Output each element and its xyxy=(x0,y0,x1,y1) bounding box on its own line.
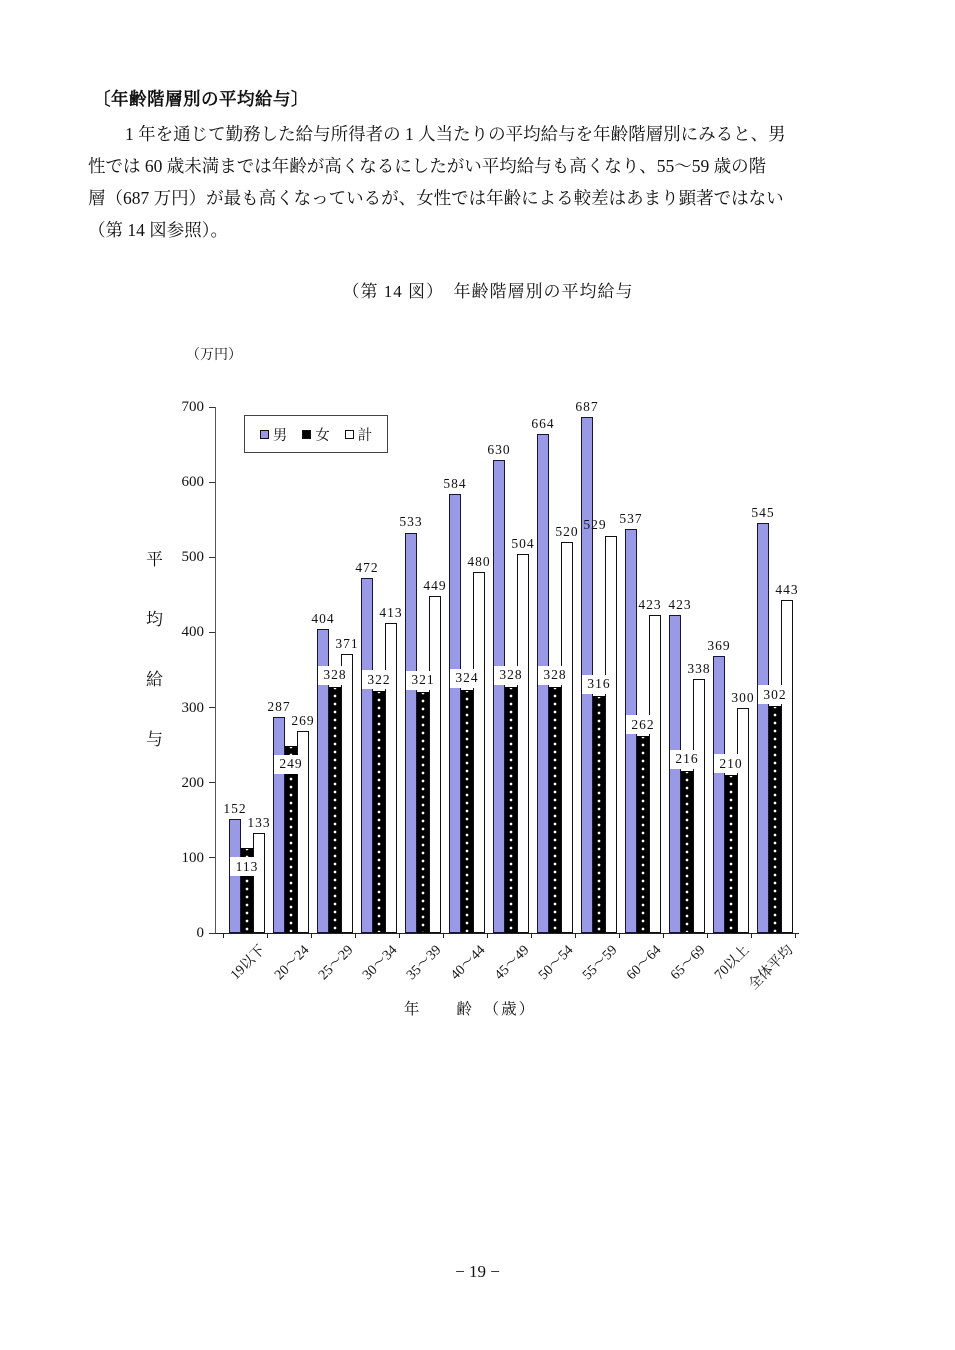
bar-women xyxy=(461,690,473,933)
bar-total xyxy=(737,708,749,933)
bar-label-total: 520 xyxy=(555,524,579,540)
y-axis-title-char: 平 xyxy=(146,550,163,569)
paragraph-line: （第 14 図参照）。 xyxy=(88,220,228,240)
bar-label-women: 322 xyxy=(362,670,396,689)
y-axis-tick-label: 600 xyxy=(181,474,204,491)
y-axis-tick xyxy=(209,482,215,483)
bar-total xyxy=(429,596,441,933)
x-axis-tick xyxy=(267,933,268,938)
x-axis-category-label-text: 35〜39 xyxy=(404,942,445,984)
bar-label-total: 300 xyxy=(731,689,755,705)
bar-men xyxy=(405,533,417,934)
y-axis-tick xyxy=(209,933,215,934)
bar-label-total: 338 xyxy=(687,661,711,677)
bar-total xyxy=(649,615,661,933)
legend xyxy=(244,415,388,453)
x-axis-category-label-text: 65〜69 xyxy=(668,942,709,984)
y-axis-unit-label: （万円） xyxy=(186,348,242,363)
bar-label-women: 210 xyxy=(714,754,748,773)
bar-label-total: 371 xyxy=(335,636,359,652)
x-axis-category-label-text: 50〜54 xyxy=(536,942,577,984)
bar-label-women: 328 xyxy=(494,666,528,685)
y-axis-tick xyxy=(209,632,215,633)
y-axis-tick-label: 300 xyxy=(181,699,204,716)
x-axis-tick xyxy=(751,933,752,938)
bar-women xyxy=(681,771,693,933)
y-axis-tick-label: 400 xyxy=(181,624,204,641)
x-axis-tick xyxy=(311,933,312,938)
paragraph-line: 性では 60 歳未満までは年齢が高くなるにしたがい平均給与も高くなり、55〜59 歳の階 xyxy=(88,156,767,176)
y-axis-title-char: 均 xyxy=(146,610,163,629)
bar-label-men: 664 xyxy=(531,416,555,432)
bar-men xyxy=(493,460,505,933)
bar-label-men: 287 xyxy=(267,699,291,715)
bar-women xyxy=(417,692,429,933)
x-axis-category-label-text: 30〜34 xyxy=(360,942,401,984)
bar-label-men: 687 xyxy=(575,398,599,414)
x-axis-category-label-text: 55〜59 xyxy=(580,942,621,984)
x-axis-category-label-text: 25〜29 xyxy=(316,942,357,984)
bar-men xyxy=(361,578,373,933)
bar-label-total: 504 xyxy=(511,536,535,552)
bar-label-women: 324 xyxy=(450,669,484,688)
x-axis-tick xyxy=(707,933,708,938)
bar-label-women: 113 xyxy=(230,857,264,876)
bar-label-men: 533 xyxy=(399,514,423,530)
bar-label-women: 321 xyxy=(406,671,440,690)
bar-label-women: 328 xyxy=(538,666,572,685)
x-axis-tick xyxy=(619,933,620,938)
x-axis-tick xyxy=(355,933,356,938)
bar-label-total: 443 xyxy=(775,582,799,598)
bar-total xyxy=(781,600,793,933)
bar-label-men: 545 xyxy=(751,505,775,521)
section-heading: 〔年齢階層別の平均給与〕 xyxy=(93,89,309,109)
paragraph-line: 1 年を通じて勤務した給与所得者の 1 人当たりの平均給与を年齢階層別にみると、男 xyxy=(125,124,786,144)
x-axis-category-label-text: 70以上 xyxy=(712,942,753,984)
bar-men xyxy=(713,656,725,933)
x-axis-tick xyxy=(531,933,532,938)
bar-label-total: 449 xyxy=(423,577,447,593)
legend-label-men: 男 xyxy=(272,427,288,444)
bar-total xyxy=(473,572,485,933)
bar-total xyxy=(341,654,353,933)
bar-label-total: 133 xyxy=(247,815,271,831)
bar-women xyxy=(549,687,561,933)
x-axis-tick xyxy=(399,933,400,938)
y-axis-title-char: 与 xyxy=(146,730,163,749)
bar-men xyxy=(273,717,285,933)
x-axis-tick xyxy=(795,933,796,938)
y-axis-tick xyxy=(209,707,215,708)
bar-women xyxy=(505,687,517,933)
x-axis-category-label-text: 60〜64 xyxy=(624,942,665,984)
y-axis-tick xyxy=(209,407,215,408)
x-axis-tick xyxy=(575,933,576,938)
x-axis-tick xyxy=(443,933,444,938)
x-axis-category-label-text: 40〜44 xyxy=(448,942,489,984)
body-paragraph xyxy=(88,118,888,246)
x-axis-category-label-text: 20〜24 xyxy=(272,942,313,984)
bar-women xyxy=(329,687,341,933)
bar-label-total: 529 xyxy=(583,517,607,533)
y-axis-title xyxy=(146,551,163,748)
bar-label-men: 472 xyxy=(355,560,379,576)
legend-label-total: 計 xyxy=(357,427,373,444)
y-axis-title-char: 給 xyxy=(146,670,163,689)
legend-swatch-men-icon xyxy=(260,430,269,439)
legend-item-total xyxy=(345,424,373,445)
bar-men xyxy=(449,494,461,933)
y-axis-tick xyxy=(209,557,215,558)
bar-women xyxy=(285,746,297,933)
x-axis-tick xyxy=(663,933,664,938)
y-axis-tick-label: 500 xyxy=(181,549,204,566)
bar-total xyxy=(517,554,529,933)
bar-total xyxy=(693,679,705,933)
bar-women xyxy=(769,706,781,933)
bar-label-total: 423 xyxy=(638,597,662,613)
bar-label-women: 249 xyxy=(274,755,308,774)
paragraph-line: 層（687 万円）が最も高くなっているが、女性では年齢による較差はあまり顕著ではない xyxy=(88,188,784,208)
legend-item-men xyxy=(260,424,288,445)
bar-label-men: 369 xyxy=(707,637,731,653)
bar-label-total: 269 xyxy=(291,712,315,728)
x-axis-category-label-text: 45〜49 xyxy=(492,942,533,984)
bar-total xyxy=(253,833,265,933)
x-axis-tick xyxy=(223,933,224,938)
page-number: − 19 − xyxy=(455,1262,500,1281)
y-axis-tick xyxy=(209,782,215,783)
x-axis-category-label-text: 19以下 xyxy=(228,942,269,984)
bar-label-men: 423 xyxy=(668,597,692,613)
bar-men xyxy=(757,523,769,933)
bar-label-total: 480 xyxy=(467,554,491,570)
legend-swatch-total-icon xyxy=(345,430,354,439)
bar-label-women: 302 xyxy=(758,685,792,704)
bar-women xyxy=(725,775,737,933)
legend-swatch-women-icon xyxy=(302,430,311,439)
x-axis-title: 年 齢 （歳） xyxy=(403,1001,537,1018)
bar-label-women: 316 xyxy=(582,675,616,694)
bar-total xyxy=(605,536,617,934)
bar-label-women: 328 xyxy=(318,666,352,685)
chart-title: （第 14 図） 年齢階層別の平均給与 xyxy=(342,282,634,301)
bar-label-men: 584 xyxy=(443,476,467,492)
x-axis-category-label-text: 全体平均 xyxy=(746,942,797,994)
bar-label-women: 216 xyxy=(670,750,704,769)
bar-total xyxy=(561,542,573,933)
y-axis-tick-label: 700 xyxy=(181,399,204,415)
plot-area xyxy=(181,398,799,994)
bar-women xyxy=(373,691,385,933)
y-axis-tick-label: 100 xyxy=(181,849,204,866)
bar-label-men: 152 xyxy=(223,800,247,816)
bar-label-total: 413 xyxy=(379,604,403,620)
bar-label-men: 404 xyxy=(311,611,335,627)
bar-label-men: 630 xyxy=(487,441,511,457)
x-axis-tick xyxy=(487,933,488,938)
legend-item-women xyxy=(302,424,330,445)
bar-women xyxy=(593,696,605,933)
legend-label-women: 女 xyxy=(315,427,330,444)
y-axis-tick-label: 0 xyxy=(196,925,204,941)
y-axis-tick-label: 200 xyxy=(181,774,204,791)
bar-label-women: 262 xyxy=(626,715,660,734)
bar-label-men: 537 xyxy=(619,511,643,527)
bar-men xyxy=(669,615,681,933)
bar-women xyxy=(637,736,649,933)
y-axis-tick xyxy=(209,857,215,858)
